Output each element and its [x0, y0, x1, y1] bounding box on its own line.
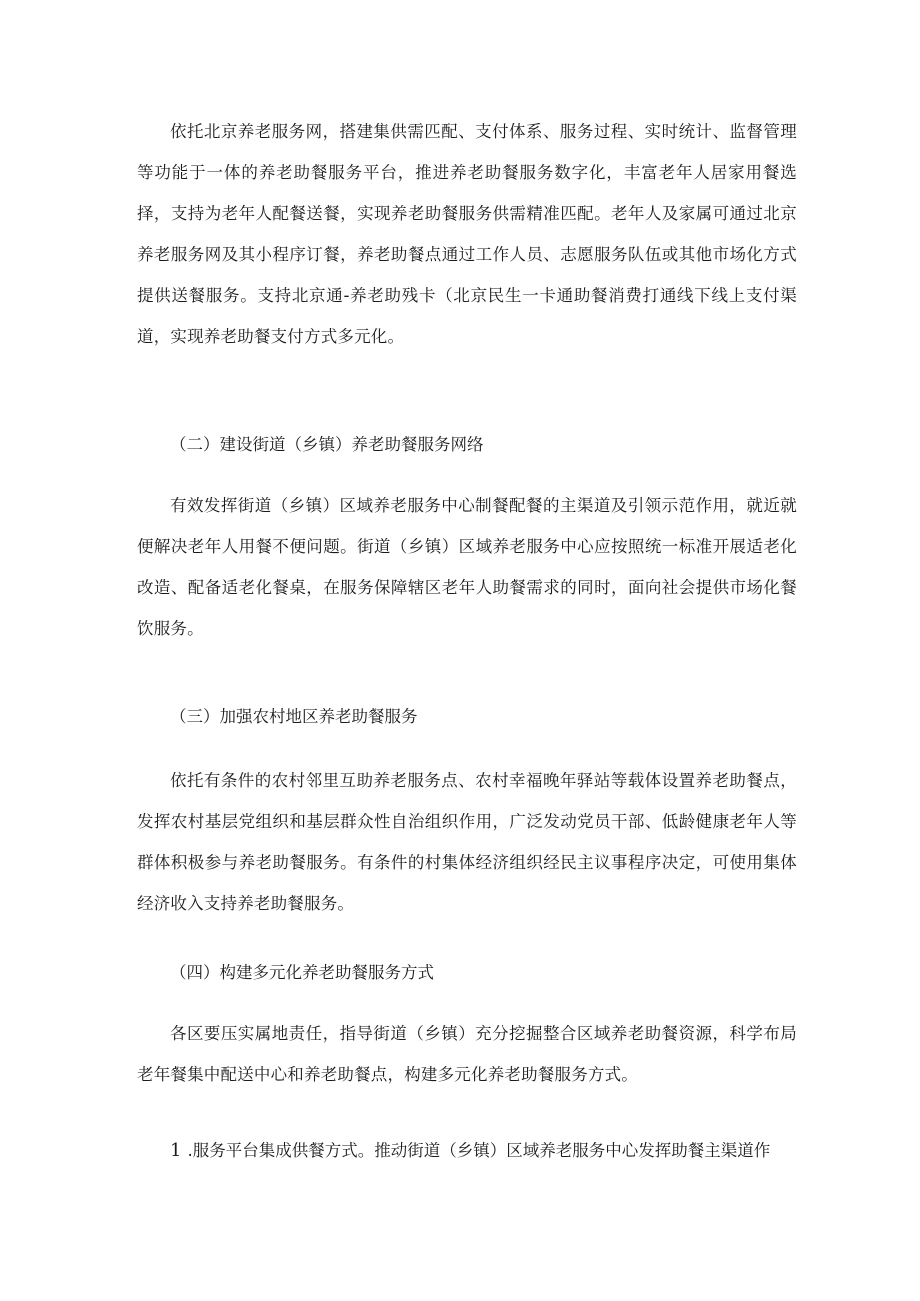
section-heading-3: （三）加强农村地区养老助餐服务: [170, 707, 418, 726]
paragraph-street-network: 有效发挥街道（乡镇）区域养老服务中心制餐配餐的主渠道及引领示范作用，就近就便解决老年人用餐不便问题。街道（乡镇）区域养老服务中心应按照统一标准开展适老化改造、配备适老化餐桌，在服务保障辖区老年人助餐需求的同时，面向社会提供市场化餐饮服务。: [137, 496, 797, 638]
paragraph-diversified-mode: 各区要压实属地责任，指导街道（乡镇）充分挖掘整合区域养老助餐资源，科学布局老年餐集中配送中心和养老助餐点，构建多元化养老助餐服务方式。: [137, 1024, 797, 1084]
section-heading-4: （四）构建多元化养老助餐服务方式: [170, 963, 434, 982]
paragraph-rural-service: 依托有条件的农村邻里互助养老服务点、农村幸福晚年驿站等载体设置养老助餐点，发挥农村基层党组织和基层群众性自治组织作用，广泛发动党员干部、低龄健康老年人等群体积极参与养老助餐服务。有条件的村集体经济组织经民主议事程序决定，可使用集体经济收入支持养老助餐服务。: [137, 771, 797, 913]
item-text: .服务平台集成供餐方式。推动街道（乡镇）区域养老服务中心发挥助餐主渠道作: [187, 1141, 771, 1160]
section-heading-2: （二）建设街道（乡镇）养老助餐服务网络: [170, 435, 484, 454]
paragraph-service-platform: 依托北京养老服务网，搭建集供需匹配、支付体系、服务过程、实时统计、监督管理等功能于一体的养老助餐服务平台，推进养老助餐服务数字化，丰富老年人居家用餐选择，支持为老年人配餐送餐，实现养老助餐服务供需精准匹配。老年人及家属可通过北京养老服务网及其小程序订餐，养老助餐点通过工作人员、志愿服务队伍或其他市场化方式提供送餐服务。支持北京通-养老助残卡（北京民生一卡通助餐消费打通线下线上支付渠道，实现养老助餐支付方式多元化。: [137, 122, 797, 346]
numbered-item-1: [170, 1130, 810, 1171]
item-number: 1: [170, 1140, 182, 1161]
